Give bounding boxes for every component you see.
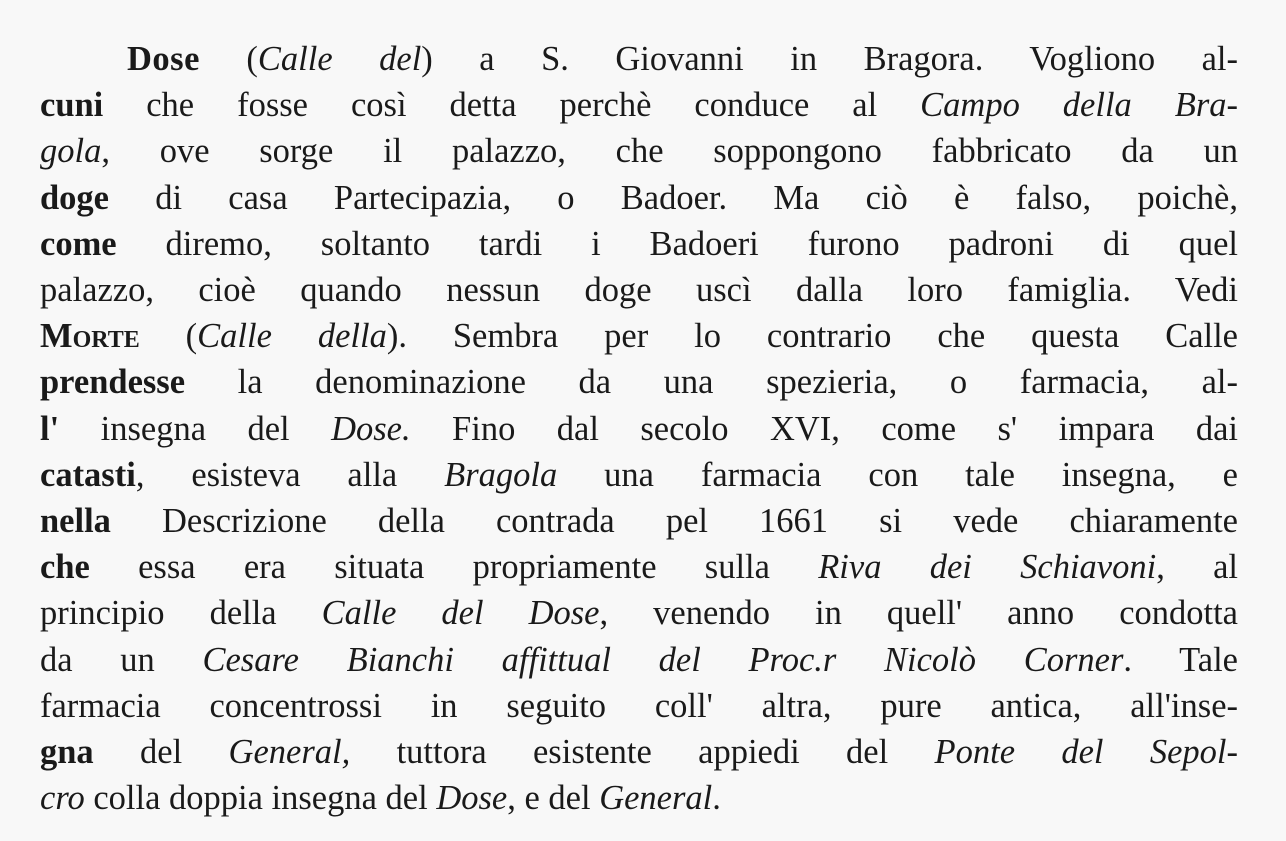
italic-text: Riva dei Schiavoni	[818, 548, 1157, 587]
text-span: l'	[40, 409, 60, 448]
text-span: che	[40, 548, 90, 587]
text-line	[40, 683, 1238, 729]
text-line	[40, 406, 1238, 452]
text-span: palazzo, cioè quando nessun doge uscì dalla loro famiglia. Vedi	[40, 271, 1238, 309]
text-line	[40, 775, 1238, 821]
text-span: ) a S. Giovanni in Bragora. Vogliono al-	[421, 40, 1238, 78]
text-line	[40, 175, 1238, 221]
text-line	[40, 313, 1238, 359]
text-span: nella	[40, 502, 111, 540]
text-line	[40, 82, 1238, 128]
italic-text: General,	[228, 733, 351, 771]
text-line	[40, 267, 1238, 313]
text-span: tuttora esistente appiedi del	[350, 733, 935, 771]
italic-text: gola	[40, 132, 102, 171]
text-span: di casa Partecipazia, o Badoer. Ma ciò è falso, poichè,	[109, 178, 1238, 217]
text-span: essa era situata propriamente sulla	[89, 548, 819, 587]
cross-reference: Morte	[40, 317, 140, 356]
text-span: cuni	[40, 86, 104, 125]
text-line	[40, 128, 1238, 174]
text-line	[40, 729, 1238, 775]
italic-text: Dose.	[331, 409, 411, 448]
text-line	[40, 637, 1238, 683]
text-span: , venendo in quell' anno condotta	[599, 594, 1238, 633]
text-span: del	[93, 733, 229, 771]
italic-text: Ponte del Sepol-	[934, 733, 1239, 771]
text-span: doge	[40, 178, 109, 217]
text-span: insegna del	[59, 409, 332, 448]
text-span: , ove sorge il palazzo, che soppongono fabbricato da un	[101, 132, 1238, 171]
text-span: (	[199, 40, 258, 78]
text-span: Fino dal secolo XVI, come s' impara dai	[410, 409, 1238, 448]
text-span: catasti	[40, 455, 136, 494]
text-span: che fosse così detta perchè conduce al	[103, 86, 921, 125]
text-line	[127, 36, 1238, 82]
text-span: , al	[1156, 548, 1238, 587]
text-span: come	[40, 224, 117, 263]
text-span: la denominazione da una spezieria, o farmacia, al-	[185, 363, 1238, 402]
italic-text: Campo della Bra-	[920, 86, 1238, 125]
text-span: , e del	[507, 779, 600, 818]
text-span: diremo, soltanto tardi i Badoeri furono padroni di quel	[116, 224, 1238, 263]
italic-text: Cesare Bianchi affittual del Proc.r Nicolò Corner	[202, 640, 1124, 679]
italic-text: cro	[40, 779, 85, 818]
italic-text: Bragola	[444, 455, 558, 494]
text-span: da un	[40, 640, 203, 679]
text-span: colla doppia insegna del	[84, 779, 437, 818]
italic-text: Calle del	[257, 40, 422, 78]
text-line	[40, 221, 1238, 267]
text-line	[40, 544, 1238, 590]
text-span: ). Sembra per lo contrario che questa Calle	[386, 317, 1238, 356]
italic-text: Calle della	[197, 317, 387, 356]
text-span: farmacia concentrossi in seguito coll' altra, pure antica, all'inse-	[40, 686, 1238, 725]
text-line	[40, 452, 1238, 498]
text-span: gna	[40, 733, 94, 771]
entry-headword: Dose	[127, 40, 200, 78]
italic-text: General	[599, 779, 713, 818]
text-span: .	[712, 779, 721, 818]
text-span: Descrizione della contrada pel 1661 si vede chiaramente	[110, 502, 1238, 540]
italic-text: Calle del Dose	[321, 594, 600, 633]
text-span: , esisteva alla	[135, 455, 445, 494]
text-line	[40, 359, 1238, 405]
text-span: . Tale	[1123, 640, 1238, 679]
text-span: prendesse	[40, 363, 186, 402]
text-line	[40, 590, 1238, 636]
text-span: (	[139, 317, 198, 356]
text-span: principio della	[40, 594, 322, 633]
text-line	[40, 498, 1238, 544]
text-span: una farmacia con tale insegna, e	[557, 455, 1238, 494]
italic-text: Dose	[436, 779, 508, 818]
